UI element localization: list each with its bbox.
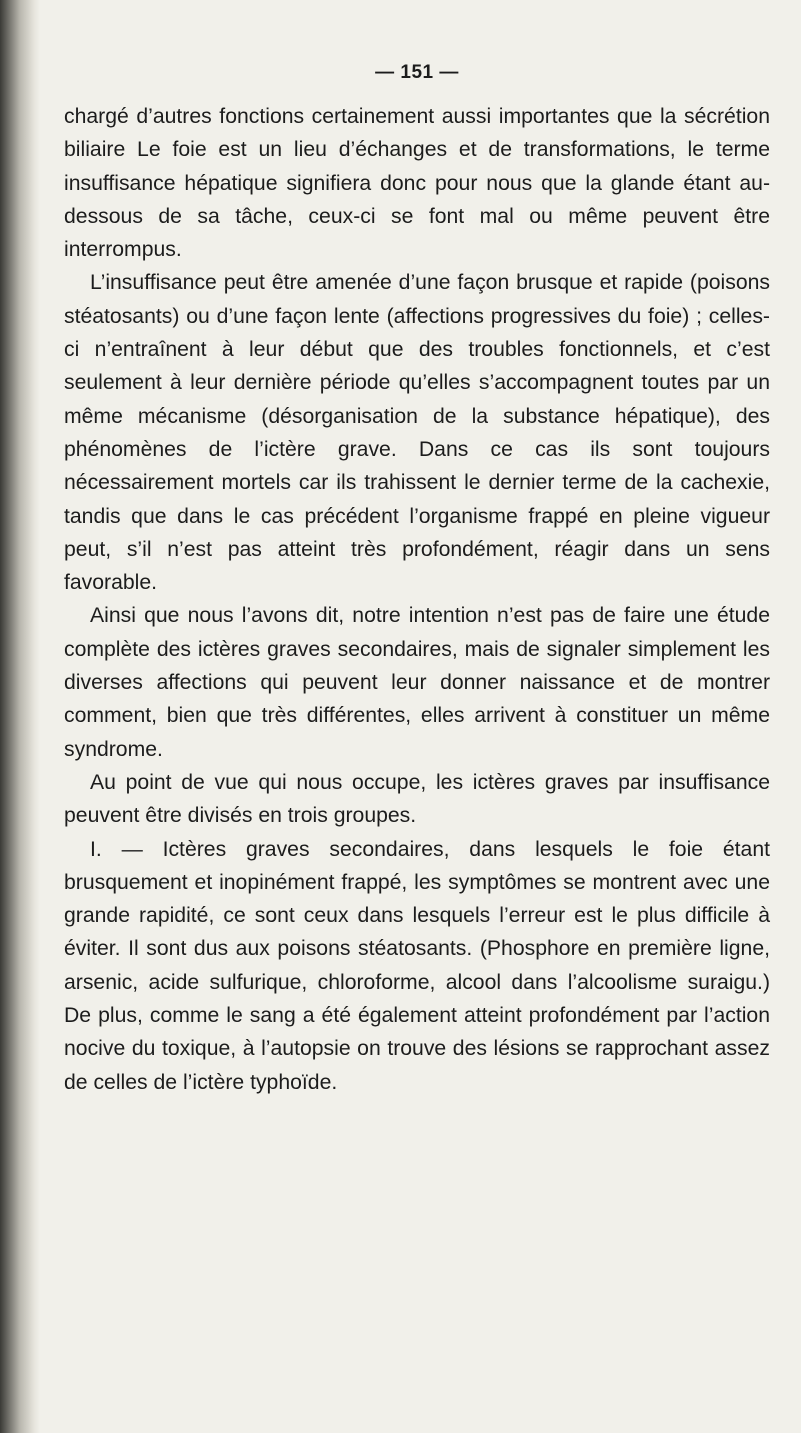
book-binding-shadow: [0, 0, 40, 1433]
paragraph-4: Au point de vue qui nous occupe, les ictères graves par insuffisance peuvent être divisés en trois groupes.: [64, 770, 770, 828]
book-page: [64, 0, 770, 1433]
paragraph-5: I. — Ictères graves secondaires, dans lesquels le foie étant brusquement et inopinément frappé, les symptômes se montrent avec une grande rapidité, ce sont ceux dans lesquels l’erreur est le plus difficile à éviter. Il sont dus aux poisons stéatosants. (Phosphore en première ligne, arsenic, acide sulfurique, chloroforme, alcool dans l’alcoolisme suraigu.) De plus, comme le sang a été également atteint profondément par l’action nocive du toxique, à l’autopsie on trouve des lésions se rapprochant assez de celles de l’ictère typhoïde.: [64, 837, 770, 1094]
paragraph-1: chargé d’autres fonctions certainement aussi importantes que la sécrétion biliaire Le foie est un lieu d’échanges et de transformations, le terme insuffisance hépatique signifiera donc pour nous que la glande étant au-dessous de sa tâche, ceux-ci se font mal ou même peuvent être interrompus.: [64, 105, 770, 262]
paragraph-2: L’insuffisance peut être amenée d’une façon brusque et rapide (poisons stéatosants) ou d’une façon lente (affections progressives du foie) ; celles-ci n’entraînent à leur début que des troubles fonctionnels, et c’est seulement à leur dernière période qu’elles s’accompagnent toutes par un même mécanisme (désorganisation de la substance hépatique), des phénomènes de l’ictère grave. Dans ce cas ils sont toujours nécessairement mortels car ils trahissent le dernier terme de la cachexie, tandis que dans le cas précédent l’organisme frappé en pleine vigueur peut, s’il n’est pas atteint très profondément, réagir dans un sens favorable.: [64, 271, 770, 595]
paragraph-3: Ainsi que nous l’avons dit, notre intention n’est pas de faire une étude complète des ictères graves secondaires, mais de signaler simplement les diverses affections qui peuvent leur donner naissance et de montrer comment, bien que très différentes, elles arrivent à constituer un même syndrome.: [64, 604, 770, 761]
page-number: — 151 —: [375, 62, 459, 83]
page-body: [64, 100, 770, 1099]
